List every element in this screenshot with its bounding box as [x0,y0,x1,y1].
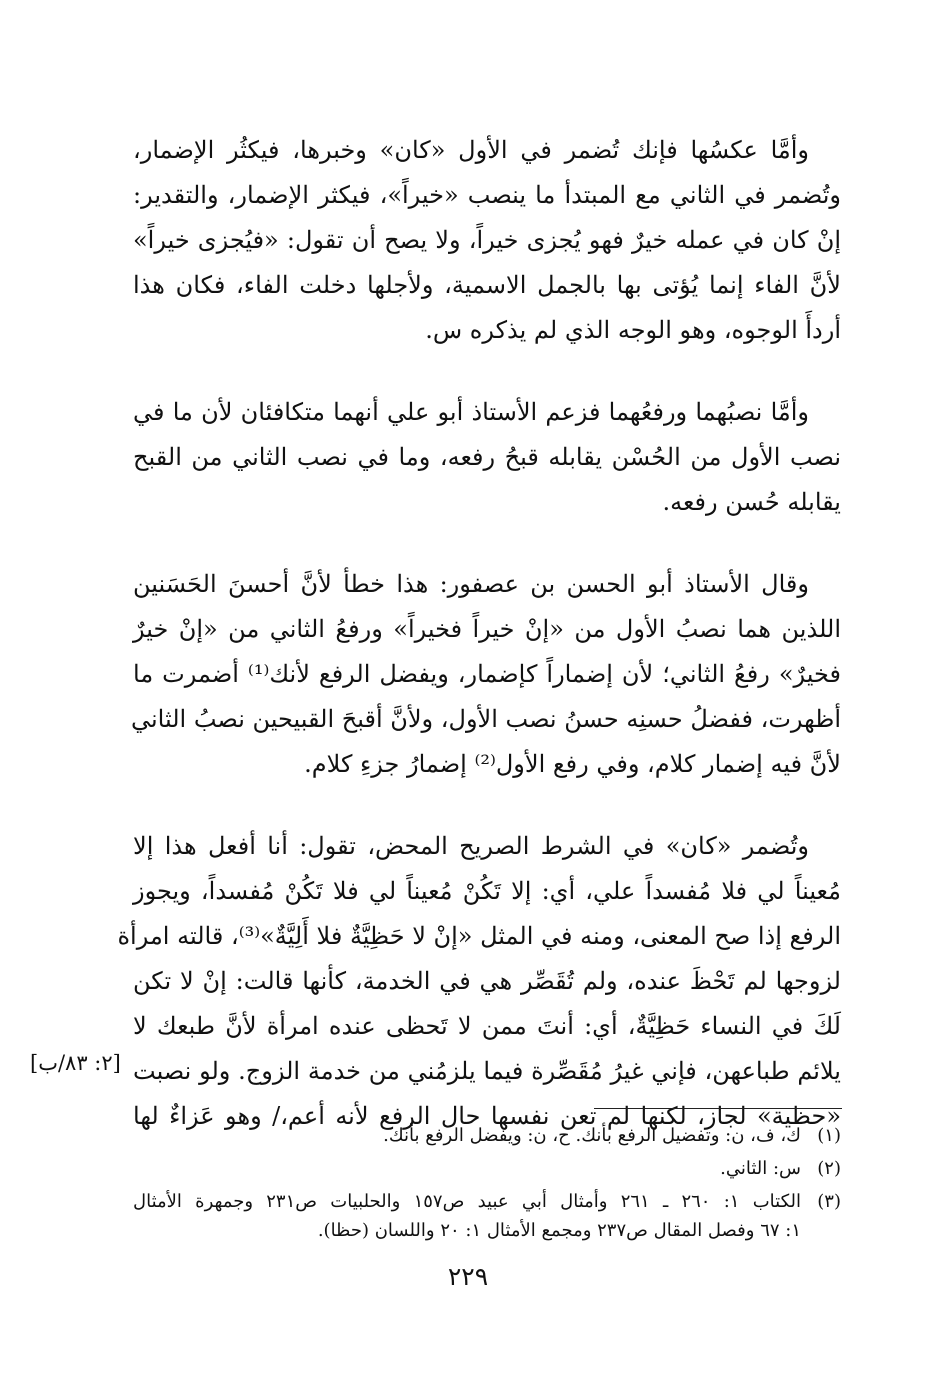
text-line: مُعيناً لي فلا مُفسداً علي، أي: إلا تَكُنْ مُعيناً لي فلا تَكُنْ مُفسداً، ويجوز [133,877,841,905]
footnote-number: (٢) [817,1158,841,1179]
footnote-text: س: الثاني. [720,1158,801,1179]
text-line: يلائم طباعهن، فإني غيرُ مُقَصِّرة فيما يلزمُني من خدمة الزوج. ولو نصبت [133,1057,841,1085]
text-line: يقابله حُسن رفعه. [662,488,841,516]
main-text [117,128,842,1176]
text-line: أظهرت، ففضلُ حسنِه حسنُ نصب الأول، ولأنَّ أقبحَ القبيحين نصبُ الثاني [130,705,841,733]
footnote-text: ١: ٦٧ وفصل المقال ص٢٣٧ ومجمع الأمثال ١: ٢٠ واللسان (حظا). [317,1220,801,1241]
footnote-number: (١) [817,1125,841,1146]
footnote-2 [133,1154,841,1183]
text-line: فخيرٌ» رفعُ الثاني؛ لأن إضماراً كإضمار، ويفضل الرفع لأنك⁽¹⁾ أضمرت ما [133,660,841,688]
paragraph-2 [133,390,841,525]
footnote-number: (٣) [817,1191,841,1212]
text-line: لزوجها لم تَحْظَ عنده، ولم تُقَصِّر هي في الخدمة، كأنها قالت: إنْ لا تكن [133,967,841,995]
text-line: الرفع إذا صح المعنى، ومنه في المثل «إنْ لا حَظِيَّةٌ فلا أَلِيَّةٌ»⁽³⁾، قالته امرأة [117,922,841,950]
text-line: أردأَ الوجوه، وهو الوجه الذي لم يذكره س. [425,316,841,344]
footnote-3 [133,1187,841,1245]
text-line: اللذين هما نصبُ الأول من «إنْ خيراً فخيراً» ورفعُ الثاني من «إنْ خيرٌ [133,615,841,643]
footnote-divider [594,1108,842,1109]
footnotes [133,1121,841,1249]
paragraph-1 [133,128,841,353]
text-line: وأمَّا عكسُها فإنك تُضمر في الأول «كان» وخبرها، فيكثُر الإضمار، [133,136,810,164]
text-line: لأنَّ الفاء إنما يُؤتى بها بالجمل الاسمية، ولأجلها دخلت الفاء، فكان هذا [133,271,841,299]
text-line: وقال الأستاذ أبو الحسن بن عصفور: هذا خطأ لأنَّ أحسنَ الحَسَنين [133,570,809,598]
footnote-text: ك، ف، ن: وتفضيل الرفع بأنك. ح، ن: ويفضل الرفع بأنك. [383,1125,801,1146]
paragraph-4 [117,824,841,1139]
text-line: نصب الأول من الحُسْن يقابله قبحُ رفعه، وما في نصب الثاني من القبح [133,443,841,471]
text-line: وتُضمر في الثاني مع المبتدأ ما ينصب «خيراً»، فيكثر الإضمار، والتقدير: [133,181,841,209]
paragraph-3 [130,562,841,787]
text-line: وتُضمر «كان» في الشرط الصريح المحض، تقول: أنا أفعل هذا إلا [133,832,809,860]
text-line: «حظية» لجاز، لكنها لم تعن نفسها حال الرفع لأنه أعم،/ وهو عَزاءٌ لها [133,1102,841,1130]
text-line: إنْ كان في عمله خيرٌ فهو يُجزى خيراً، ولا يصح أن تقول: «فيُجزى خيراً» [133,226,842,254]
page-number: ٢٢٩ [447,1262,489,1291]
manuscript-folio-reference: [٢: ٨٣/ب] [30,1051,121,1075]
footnote-text: الكتاب ١: ٢٦٠ ـ ٢٦١ وأمثال أبي عبيد ص١٥٧ والحلبيات ص٢٣١ وجمهرة الأمثال [133,1191,801,1212]
text-line: لَكَ في النساء حَظِيَّةٌ، أي: أنتَ ممن لا تَحظى عنده امرأة لأنَّ طبعك لا [133,1012,841,1040]
text-line: وأمَّا نصبُهما ورفعُهما فزعم الأستاذ أبو علي أنهما متكافئان لأن ما في [133,398,809,426]
footnote-1 [133,1121,841,1150]
text-line: لأنَّ فيه إضمار كلام، وفي رفع الأول⁽²⁾ إضمارُ جزءِ كلام. [304,750,841,778]
